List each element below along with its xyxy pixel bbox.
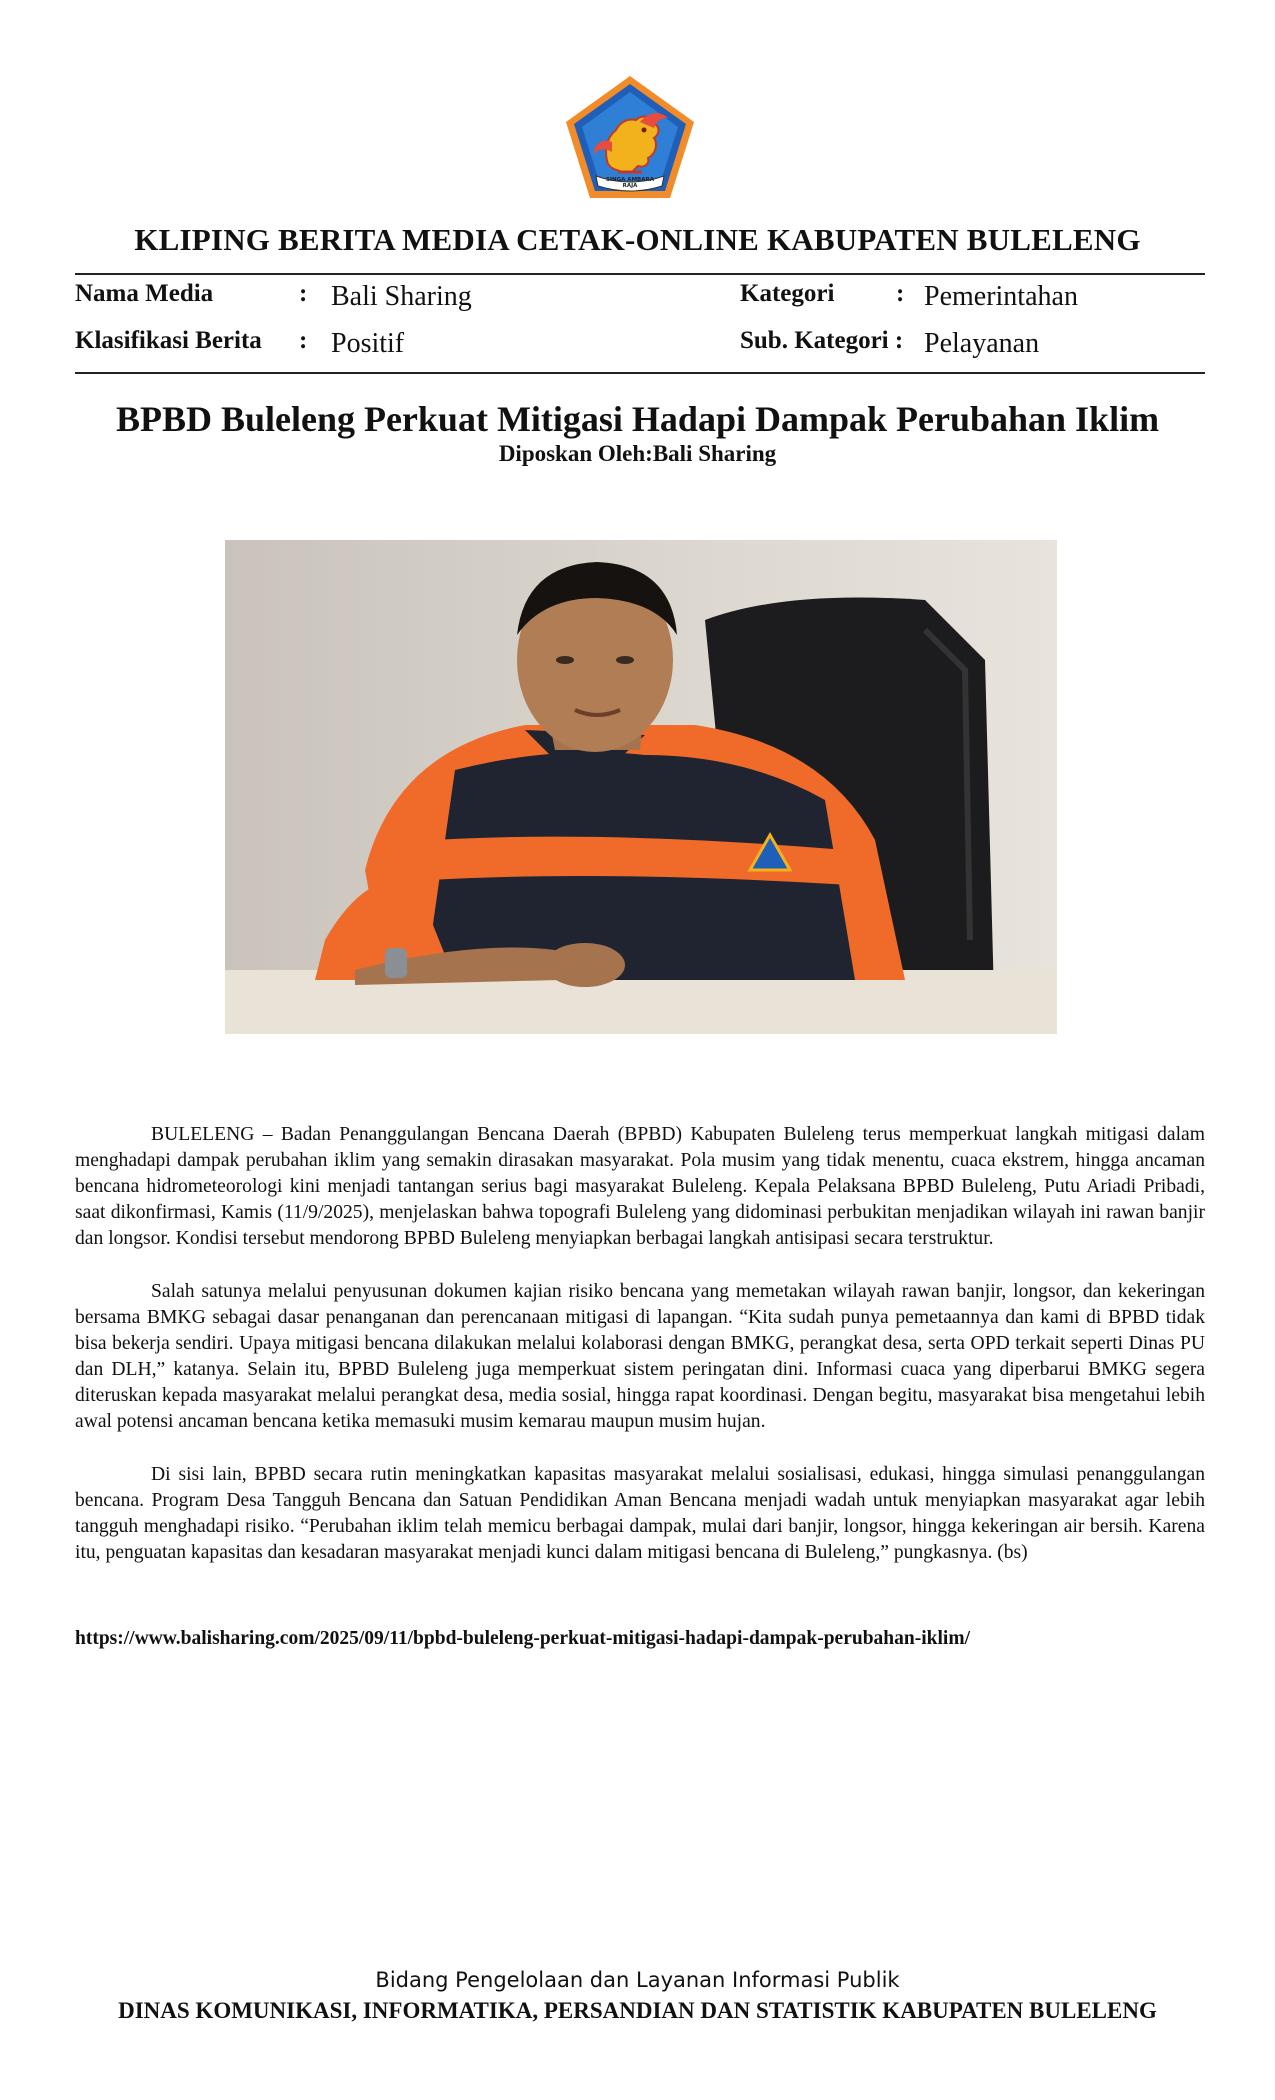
- footer-agency: DINAS KOMUNIKASI, INFORMATIKA, PERSANDIAN DAN STATISTIK KABUPATEN BULELENG: [118, 1998, 1157, 2023]
- article-body: [75, 1122, 1205, 1593]
- emblem-motto-text: SINGA AMBARA RAJA: [606, 177, 654, 189]
- media-name-colon: :: [299, 280, 308, 307]
- clipping-header-title: KLIPING BERITA MEDIA CETAK-ONLINE KABUPATEN BULELENG: [134, 222, 1141, 257]
- buleleng-regency-emblem-icon: [560, 72, 700, 204]
- media-name-label: Nama Media: [75, 280, 214, 307]
- subcategory-label: Sub. Kategori :: [740, 327, 904, 354]
- news-classification-label: Klasifikasi Berita: [75, 327, 262, 354]
- article-paragraph: BULELENG – Badan Penanggulangan Bencana Daerah (BPBD) Kabupaten Buleleng terus memperkuat langkah mitigasi dalam menghadapi dampak perubahan iklim yang semakin dirasakan masyarakat. Pola musim yang tidak menentu, cuaca ekstrem, hingga ancaman bencana hidrometeorologi kini menjadi tantangan serius bagi masyarakat Buleleng. Kepala Pelaksana BPBD Buleleng, Putu Ariadi Pribadi, saat dikonfirmasi, Kamis (11/9/2025), menjelaskan bahwa topografi Buleleng yang didominasi perbukitan menjadikan wilayah ini rawan banjir dan longsor. Kondisi tersebut mendorong BPBD Buleleng menyiapkan berbagai langkah antisipasi secara terstruktur.: [75, 1124, 1205, 1249]
- header-divider-bottom: [75, 372, 1205, 374]
- article-paragraph: Di sisi lain, BPBD secara rutin meningkatkan kapasitas masyarakat melalui sosialisasi, edukasi, hingga simulasi penanggulangan bencana. Program Desa Tangguh Bencana dan Satuan Pendidikan Aman Bencana menjadi wadah untuk menyiapkan masyarakat agar lebih tangguh menghadapi risiko. “Perubahan iklim telah memicu berbagai dampak, mulai dari banjir, longsor, hingga kekeringan air bersih. Karena itu, penguatan kapasitas dan kesadaran masyarakat menjadi kunci dalam mitigasi bencana di Buleleng,” pungkasnya. (bs): [75, 1464, 1205, 1563]
- category-value: Pemerintahan: [924, 281, 1078, 312]
- article-posted-by: Diposkan Oleh:Bali Sharing: [498, 441, 777, 466]
- article-title: BPBD Buleleng Perkuat Mitigasi Hadapi Dampak Perubahan Iklim: [115, 399, 1160, 439]
- media-name-value: Bali Sharing: [331, 281, 472, 312]
- category-colon: :: [896, 280, 905, 307]
- header-divider-top: [75, 273, 1205, 275]
- category-label: Kategori: [740, 280, 835, 307]
- article-photo: [225, 540, 1057, 1034]
- subcategory-value: Pelayanan: [924, 328, 1040, 359]
- article-paragraph: Salah satunya melalui penyusunan dokumen kajian risiko bencana yang memetakan wilayah rawan banjir, longsor, dan kekeringan bersama BMKG sebagai dasar penanganan dan perencanaan mitigasi di lapangan. “Kita sudah punya pemetaannya dan kami di BPBD tidak bisa bekerja sendiri. Upaya mitigasi bencana dilakukan melalui kolaborasi dengan BMKG, perangkat desa, serta OPD terkait seperti Dinas PU dan DLH,” katanya. Selain itu, BPBD Buleleng juga memperkuat sistem peringatan dini. Informasi cuaca yang diperbarui BMKG segera diteruskan kepada masyarakat melalui perangkat desa, media sosial, hingga rapat koordinasi. Dengan begitu, masyarakat bisa mengetahui lebih awal potensi ancaman bencana ketika memasuki musim kemarau maupun musim hujan.: [75, 1281, 1205, 1432]
- news-classification-value: Positif: [331, 328, 405, 359]
- news-classification-colon: :: [299, 327, 308, 354]
- source-url-link[interactable]: https://www.balisharing.com/2025/09/11/bpbd-buleleng-perkuat-mitigasi-hadapi-dampak-perubahan-iklim/: [75, 1628, 971, 1649]
- footer-division: Bidang Pengelolaan dan Layanan Informasi Publik: [375, 1968, 900, 1992]
